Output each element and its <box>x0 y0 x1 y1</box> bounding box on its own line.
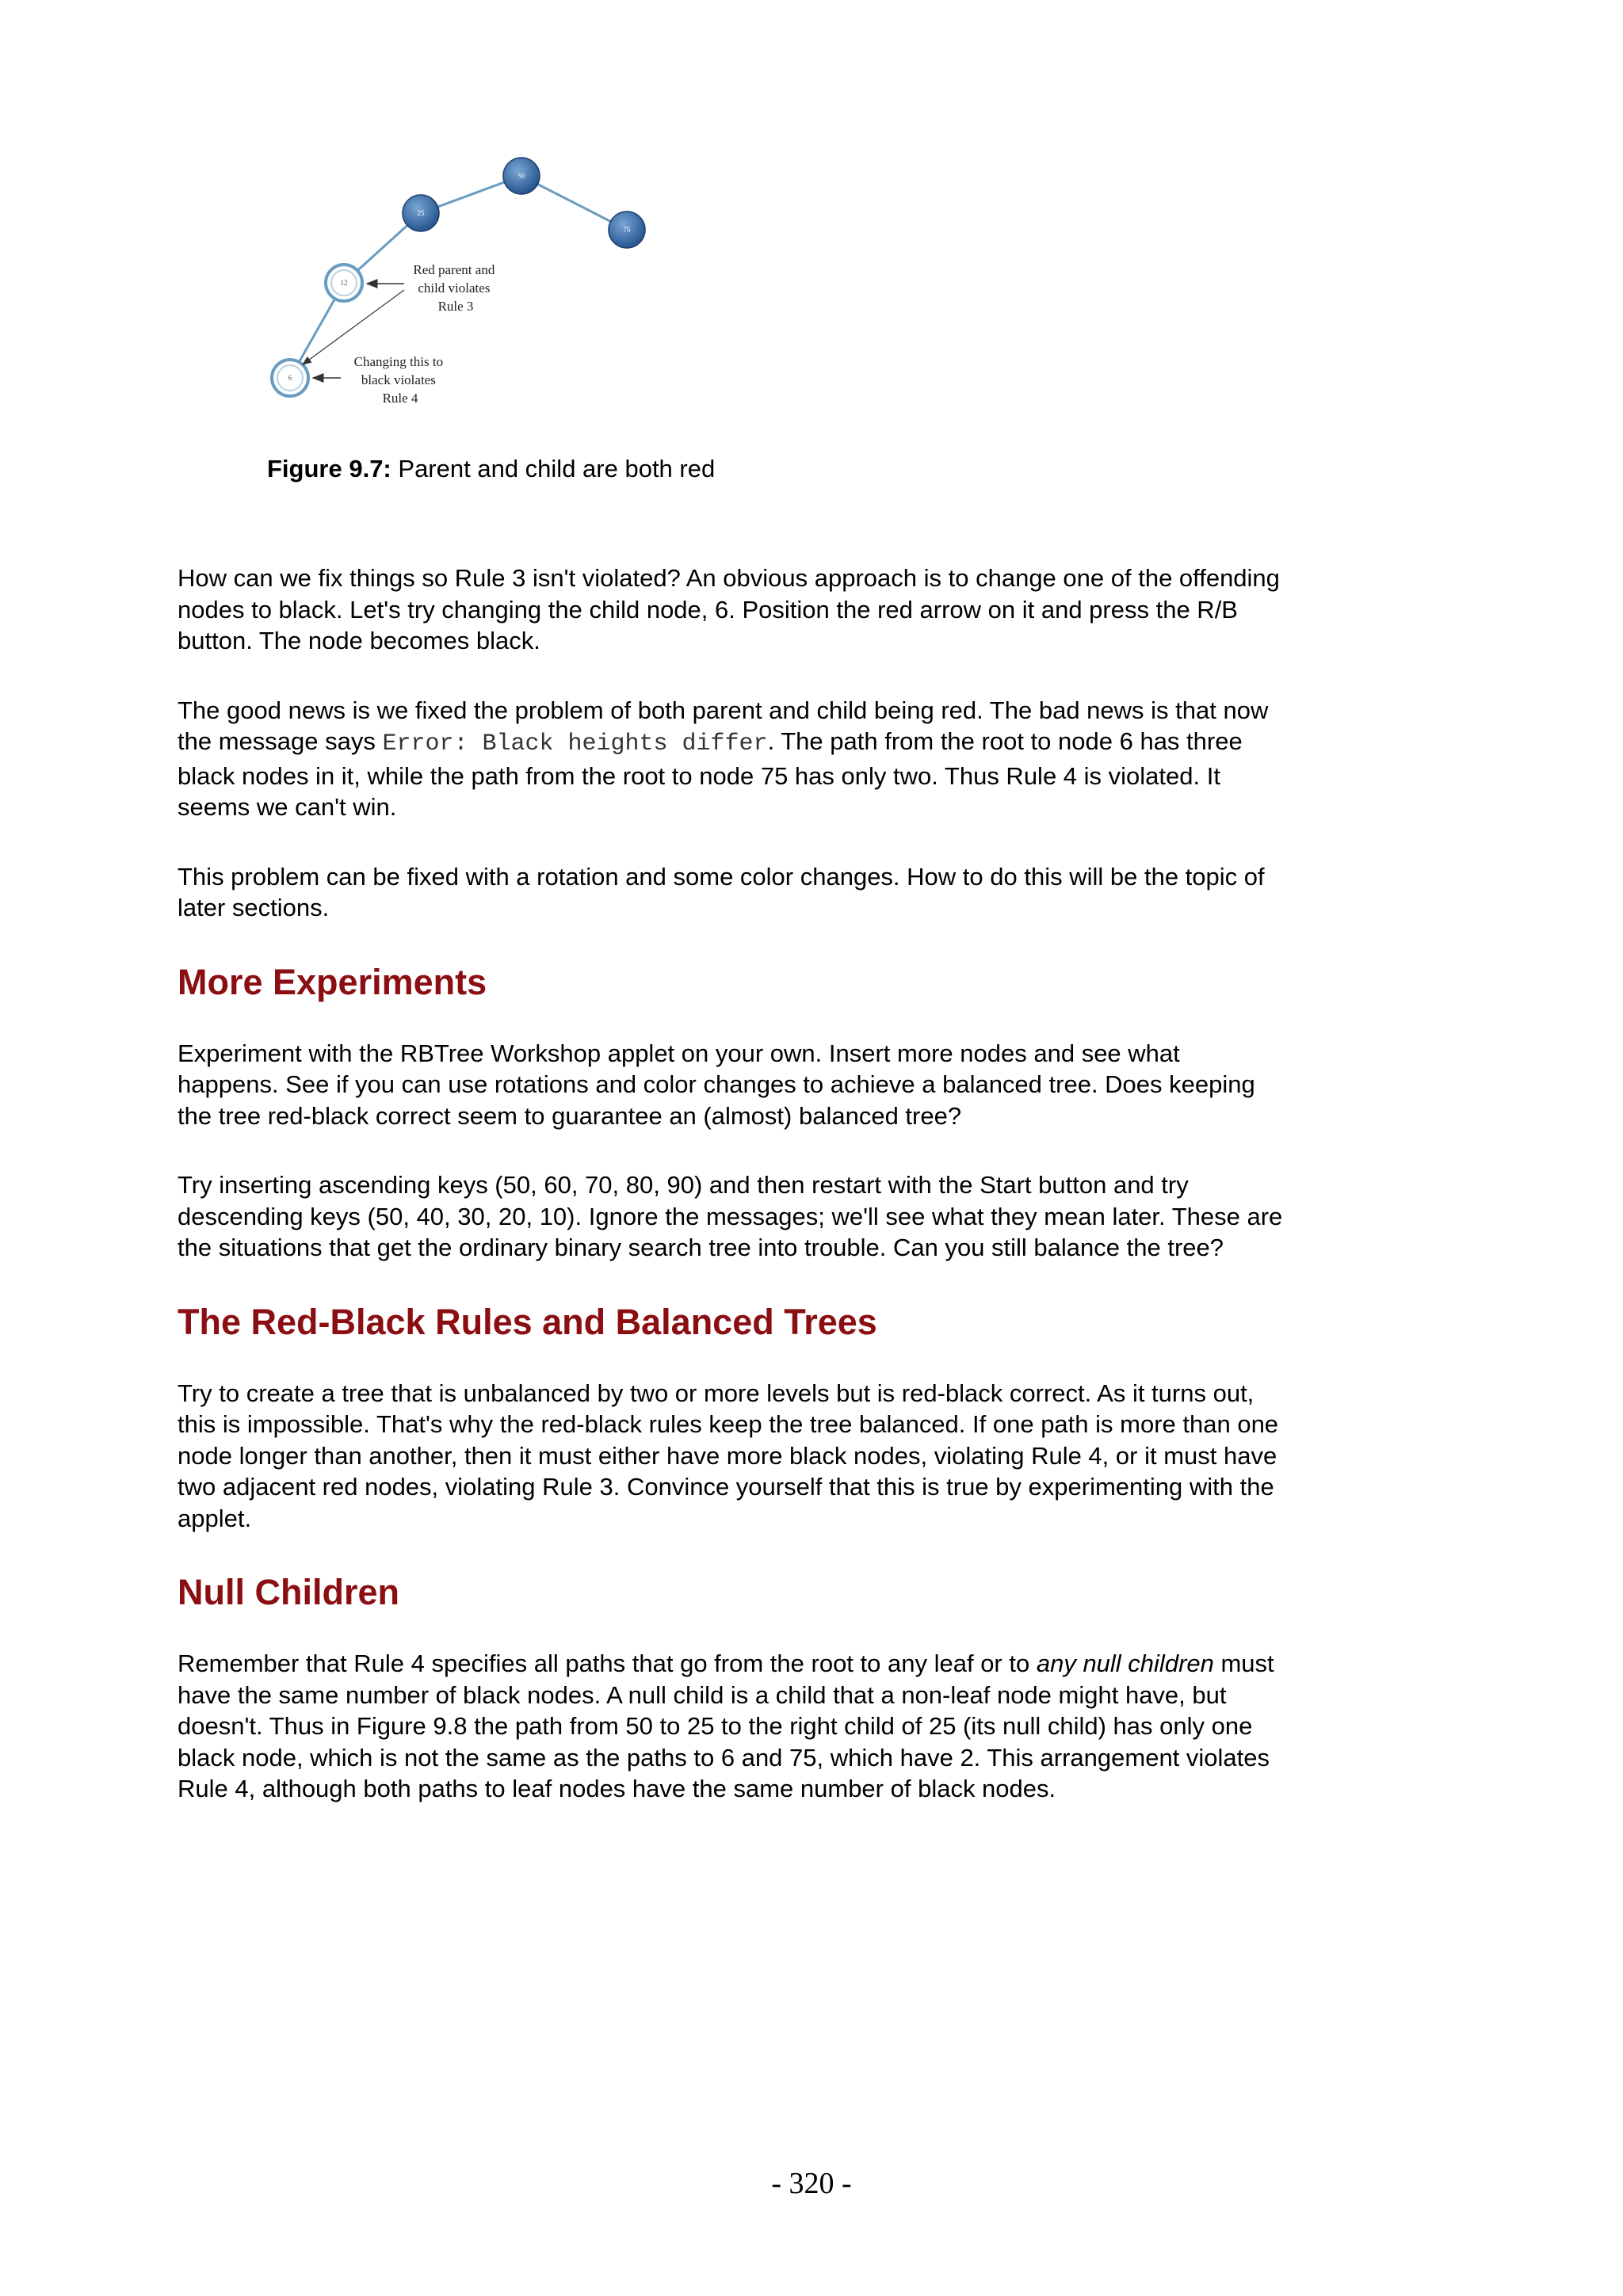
error-message-code: Error: Black heights differ <box>382 730 768 757</box>
annotation-1: Red parent and child violates Rule 3 <box>413 262 495 314</box>
heading-red-black-rules: The Red-Black Rules and Balanced Trees <box>178 1301 877 1342</box>
paragraph-1: How can we fix things so Rule 3 isn't violated? An obvious approach is to change one of the offending nodes to black. Let's try changing the child node, 6. Position the red arrow on it and press the R/B button. The node becomes black. <box>178 564 1280 654</box>
node-6 <box>272 360 308 396</box>
red-black-tree-diagram <box>238 135 682 428</box>
node-25-label: 25 <box>417 209 425 217</box>
node-75-label: 75 <box>623 226 631 234</box>
paragraph-7 <box>178 1648 1287 1805</box>
heading-more-experiments: More Experiments <box>178 961 487 1002</box>
paragraph-7-text-a: Remember that Rule 4 specifies all paths that go from the root to any leaf or to <box>178 1650 1037 1677</box>
node-50 <box>503 158 540 194</box>
paragraph-3: This problem can be fixed with a rotation and some color changes. How to do this will be the topic of later sections. <box>178 862 1265 921</box>
node-75 <box>609 212 645 248</box>
paragraph-7-emphasis: any null children <box>1036 1650 1214 1677</box>
figure-caption-text: Parent and child are both red <box>398 455 716 482</box>
paragraph-2 <box>178 695 1287 823</box>
heading-null-children: Null Children <box>178 1572 399 1612</box>
paragraph-5: Try inserting ascending keys (50, 60, 70, 80, 90) and then restart with the Start button and try descending keys (50, 40, 30, 20, 10). Ignore the messages; we'll see what they mean later. These are the situations that get the ordinary binary search tree into trouble. Can you still balance the tree? <box>178 1171 1283 1261</box>
node-12-label: 12 <box>340 279 348 287</box>
paragraph-2-text-a: The good news is we fixed the problem of both parent and child being red. The bad news is that now the message says <box>178 696 1269 755</box>
main-content <box>178 563 1287 1843</box>
node-50-label: 50 <box>517 172 525 180</box>
page-number: - 320 - <box>771 2167 852 2200</box>
node-12 <box>326 265 362 301</box>
paragraph-6: Try to create a tree that is unbalanced by two or more levels but is red-black correct. As it turns out, this is impossible. That's why the red-black rules keep the tree balanced. If one path is more than one node longer than another, then it must either have more black nodes, violating Rule 4, or it must have two adjacent red nodes, violating Rule 3. Convince yourself that this is true by experimenting with the applet. <box>178 1379 1279 1532</box>
node-6-label: 6 <box>288 374 292 382</box>
tree-figure <box>238 135 682 428</box>
annotation-2: Changing this to black violates Rule 4 <box>353 354 444 406</box>
figure-caption-label: Figure 9.7: <box>267 455 391 482</box>
paragraph-7-text-b: must have the same number of black nodes. A null child is a child that a non-leaf node might have, but doesn't. Thus in Figure 9.8 the path from 50 to 25 to the right child of 25 (its null child) has only one black node, which is not the same as the paths to 6 and 75, which have 2. This arrangement violates Rule 4, although both paths to leaf nodes have the same number of black nodes. <box>178 1650 1274 1802</box>
node-25 <box>403 195 439 231</box>
paragraph-2-text-b: . The path from the root to node 6 has three black nodes in it, while the path from the root to node 75 has only two. Thus Rule 4 is violated. It seems we can't win. <box>178 727 1243 821</box>
figure-caption <box>267 453 715 485</box>
paragraph-4: Experiment with the RBTree Workshop applet on your own. Insert more nodes and see what happens. See if you can use rotations and color changes to achieve a balanced tree. Does keeping the tree red-black correct seem to guarantee an (almost) balanced tree? <box>178 1039 1255 1130</box>
